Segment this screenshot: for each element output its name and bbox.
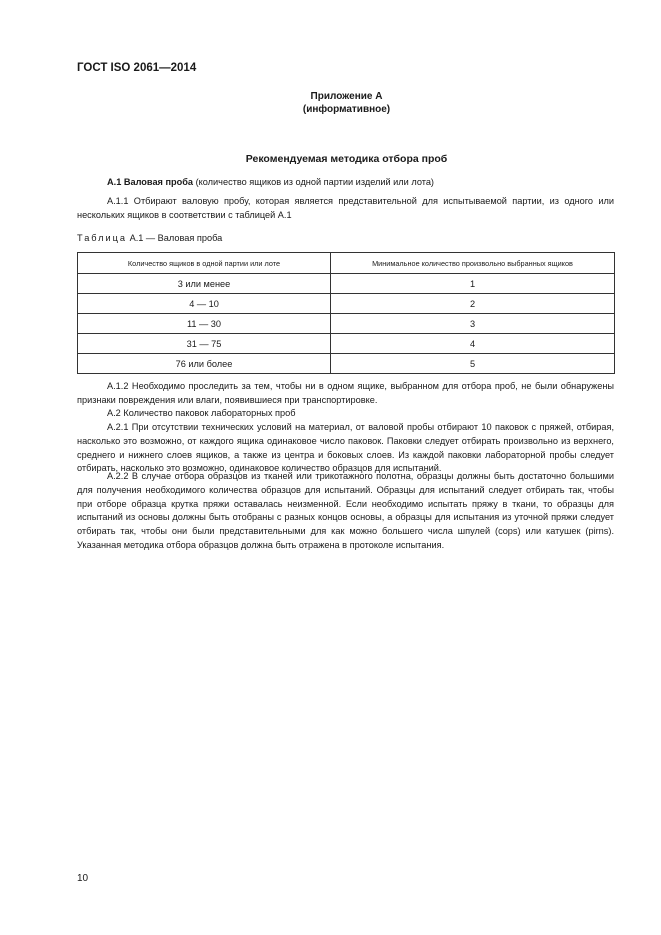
clause-a2-heading: [77, 407, 614, 421]
table-header-row: [78, 253, 615, 274]
clause-a11: [77, 195, 614, 223]
table-row: [78, 314, 615, 334]
clause-a1-bold: А.1 Валовая проба: [107, 177, 194, 187]
section-title: Рекомендуемая методика отбора проб: [245, 153, 448, 165]
clause-a12: [77, 380, 614, 408]
table-cell-min: 2: [331, 294, 615, 314]
table-cell-boxes: 11 — 30: [78, 314, 331, 334]
table-row: [78, 294, 615, 314]
table-caption-rest: А.1 — Валовая проба: [127, 233, 223, 243]
page-number: 10: [77, 873, 89, 884]
clause-a22-text: А.2.2 В случае отбора образцов из тканей или трикотажного полотна, образцы должны быть достаточно большими для получения необходимого количества образцов для испытаний. Образцы для испытаний следует отбирать так, чтобы при отборе образца крутка пряжи оставалась неизменной. Если необходимо испытать пряжу в ткани, то образцы для испытаний из основы должны быть отобраны с разных концов основы, а образцы для испытания из уточной пряжи следует отбирать так, чтобы они были представительными для как можно большего числа шпулей (cops) или катушек (pirns). Указанная методика отбора образцов должна быть отражена в протоколе испытания.: [77, 471, 614, 550]
clause-a11-text: А.1.1 Отбирают валовую пробу, которая является представительной для испытываемой партии, из одного или нескольких ящиков в соответствии с таблицей А.1: [77, 196, 614, 220]
clause-a1-heading: [77, 176, 614, 190]
table-cell-min: 4: [331, 334, 615, 354]
table-cell-boxes: 3 или менее: [78, 274, 331, 294]
document-code: ГОСТ ISO 2061—2014: [77, 62, 197, 74]
table-row: [78, 274, 615, 294]
table-header-min: Минимальное количество произвольно выбранных ящиков: [331, 253, 615, 274]
sample-table: [77, 252, 615, 374]
table-cell-min: 5: [331, 354, 615, 374]
table-row: [78, 334, 615, 354]
table-cell-boxes: 31 — 75: [78, 334, 331, 354]
clause-a21-text: А.2.1 При отсутствии технических условий на материал, от валовой пробы отбирают 10 паковок с пряжей, отбирая, насколько это возможно, от каждого ящика одинаковое число паковок. Паковки следует отбирать произвольно из верхнего, среднего и нижнего слоев ящиков, а также из центра и боковых слоев. Из каждой паковки лабораторной пробы следует отбирать, насколько это возможно, одинаковое количество образцов для испытаний.: [77, 422, 614, 474]
table-header-boxes: Количество ящиков в одной партии или лоте: [78, 253, 331, 274]
table-caption-prefix: Таблица: [77, 233, 128, 243]
clause-a2-text: А.2 Количество паковок лабораторных проб: [107, 408, 296, 418]
clause-a21: [77, 421, 614, 476]
clause-a12-text: А.1.2 Необходимо проследить за тем, чтобы ни в одном ящике, выбранном для отбора проб, не были обнаружены признаки повреждения или влаги, появившиеся при транспортировке.: [77, 381, 614, 405]
table-caption: [77, 233, 222, 243]
table-cell-min: 3: [331, 314, 615, 334]
table-row: [78, 354, 615, 374]
table-cell-boxes: 4 — 10: [78, 294, 331, 314]
table-cell-boxes: 76 или более: [78, 354, 331, 374]
annex-heading: [0, 90, 661, 116]
annex-subtitle: (информативное): [302, 104, 391, 115]
annex-title: Приложение А: [310, 91, 383, 102]
table-cell-min: 1: [331, 274, 615, 294]
clause-a1-rest: (количество ящиков из одной партии изделий или лота): [193, 177, 434, 187]
clause-a22: [77, 470, 614, 553]
